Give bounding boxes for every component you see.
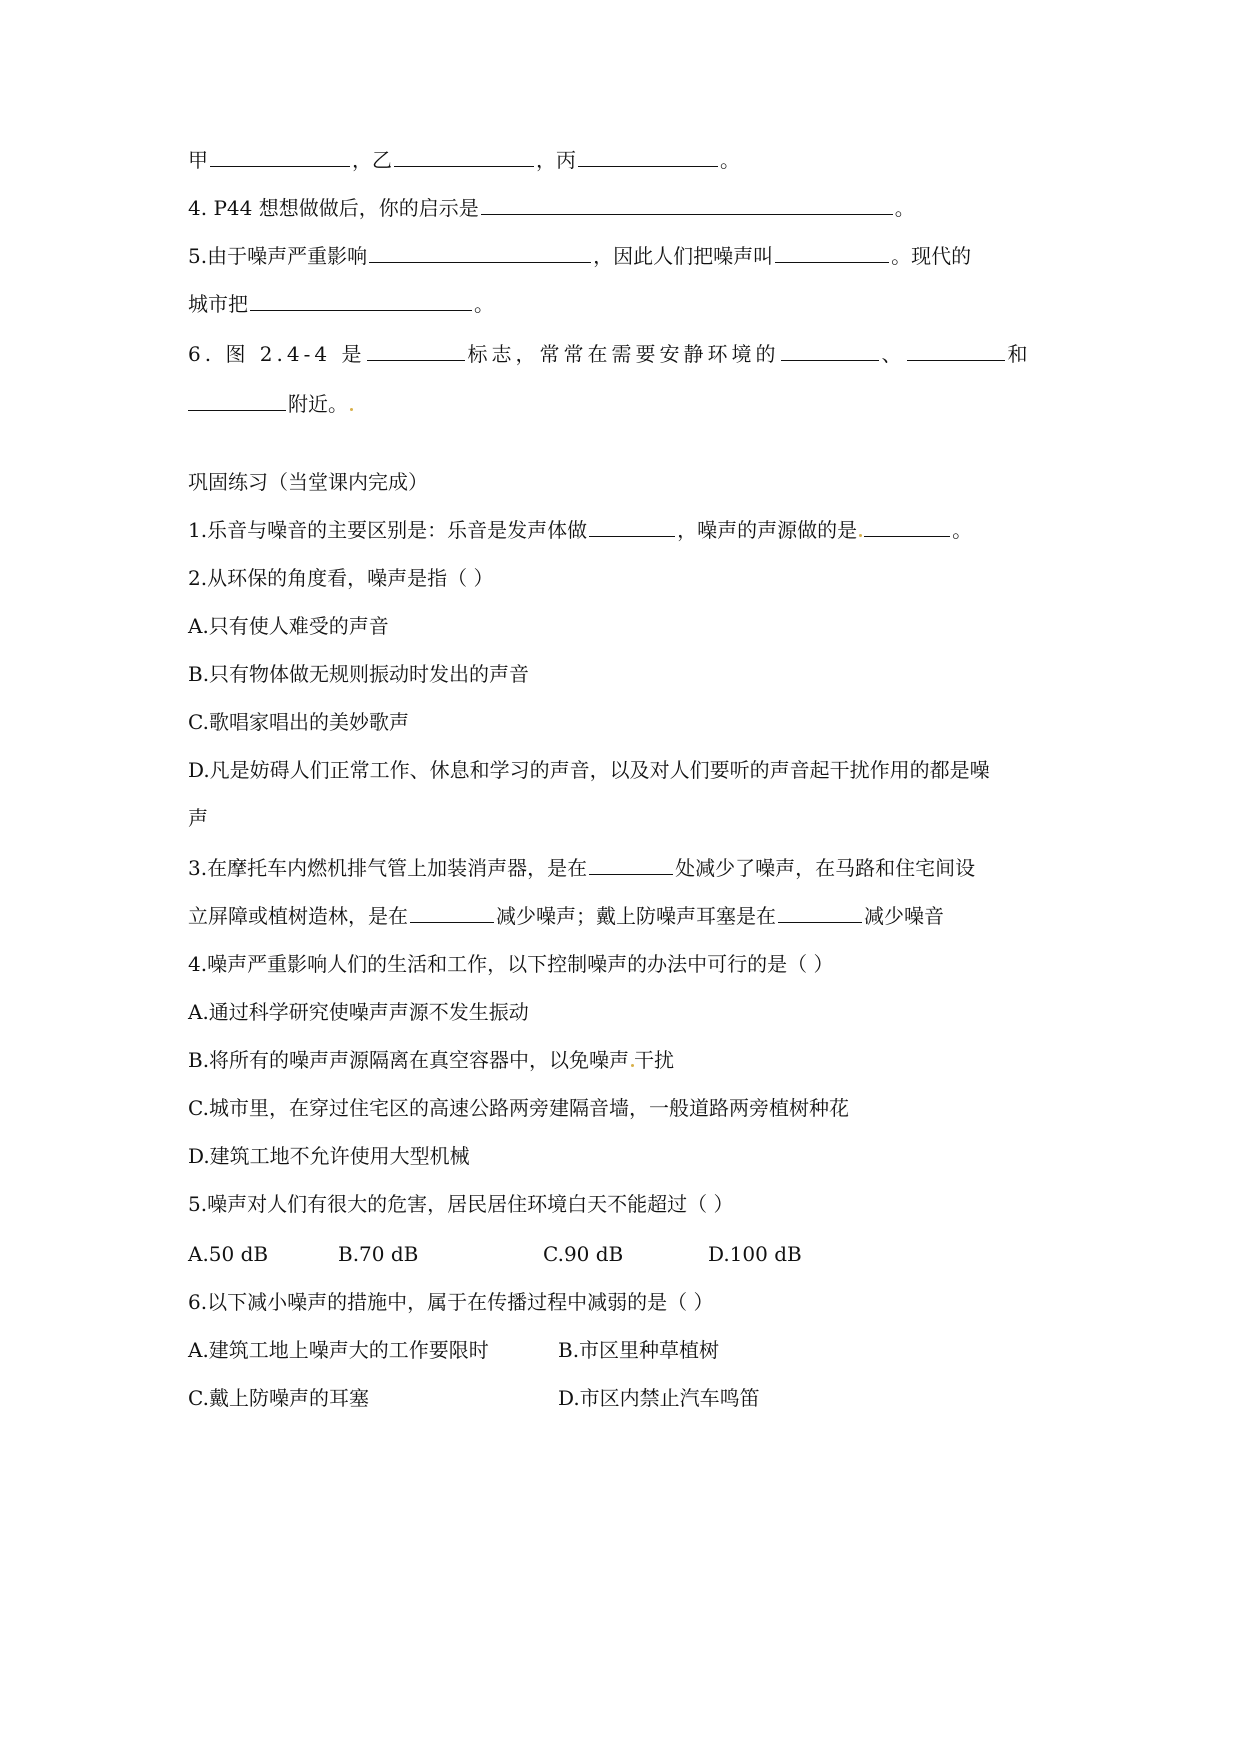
question-text: 4. P44 想想做做后，你的启示是: [188, 196, 479, 220]
exercise-6-options-row-1: [188, 1330, 719, 1370]
exercise-4-option-c: C.城市里，在穿过住宅区的高速公路两旁建隔音墙，一般道路两旁植树种花: [188, 1096, 849, 1120]
exercise-6-stem: [188, 1282, 713, 1322]
exercise-2-option-d-line-1: D.凡是妨碍人们正常工作、休息和学习的声音，以及对人们要听的声音起干扰作用的都是噪: [188, 758, 990, 782]
question-text: 标志，常常在需要安静环境的: [467, 342, 780, 366]
exercise-3-line-1: [188, 848, 975, 888]
answer-blank: [778, 896, 862, 923]
punctuation: 。: [894, 196, 915, 220]
question-text: 处减少了噪声，在马路和住宅间设: [675, 856, 976, 880]
exercise-4-option-a: A.通过科学研究使噪声声源不发生振动: [188, 1000, 529, 1024]
exercise-2-option-a: A.只有使人难受的声音: [188, 614, 389, 638]
option-c: C.戴上防噪声的耳塞: [188, 1386, 369, 1410]
answer-blank: [369, 236, 591, 263]
option-d: D.100 dB: [708, 1242, 802, 1266]
question-text: 1.乐音与噪音的主要区别是：乐音是发声体做: [188, 518, 588, 542]
label-jia: 甲: [188, 148, 208, 172]
answer-blank: [188, 384, 286, 411]
question-text: 减少噪声；戴上防噪声耳塞是在: [496, 904, 776, 928]
answer-blank: [367, 334, 465, 361]
option-a: A.建筑工地上噪声大的工作要限时: [188, 1338, 489, 1362]
exercise-5-options: [188, 1234, 802, 1274]
option-b: B.市区里种草植树: [558, 1338, 720, 1362]
question-5-line-1: [188, 236, 971, 276]
exercise-1: [188, 510, 972, 550]
question-text: 程中减弱的是（ ）: [547, 1290, 714, 1314]
exercise-2-stem: 2.从环保的角度看，噪声是指（ ）: [188, 566, 494, 590]
question-text: ，噪声的声源做的是: [677, 518, 858, 542]
question-text: 附近。: [288, 392, 348, 416]
exercise-6-options-row-2: [188, 1378, 760, 1418]
exercise-3-line-2: [188, 896, 944, 936]
label-yi: ，乙: [352, 148, 392, 172]
option-text: B.将所有的噪声声源隔离在真空容器中，以免噪声: [188, 1048, 630, 1072]
option-d: D.市区内禁止汽车鸣笛: [558, 1386, 760, 1410]
question-text: 3.在摩托车内燃机排气管上加装消声器，是在: [188, 856, 588, 880]
exercise-4-option-d: D.建筑工地不允许使用大型机械: [188, 1144, 470, 1168]
answer-blank: [589, 848, 673, 875]
answer-blank: [907, 334, 1005, 361]
section-title: 巩固练习（当堂课内完成）: [188, 470, 428, 494]
stray-mark: [859, 534, 862, 537]
exercise-4-option-b: [188, 1040, 674, 1080]
label-bing: ，丙: [536, 148, 576, 172]
answer-blank: [210, 140, 350, 167]
question-3-blanks: [188, 140, 740, 180]
question-6-line-1: [188, 334, 1031, 374]
exercise-4-stem: 4.噪声严重影响人们的生活和工作，以下控制噪声的办法中可行的是（ ）: [188, 952, 834, 976]
answer-blank: [781, 334, 879, 361]
punctuation: 、: [881, 342, 906, 366]
question-text: ，因此人们把噪声叫: [593, 244, 774, 268]
question-text: 。现代的: [891, 244, 972, 268]
question-text: 减少噪音: [864, 904, 944, 928]
exercise-2-option-b: B.只有物体做无规则振动时发出的声音: [188, 662, 530, 686]
answer-blank: [578, 140, 718, 167]
stray-mark: [350, 408, 353, 411]
exercise-2-option-d-line-2: 声: [188, 806, 208, 830]
answer-blank: [410, 896, 494, 923]
answer-blank: [250, 284, 472, 311]
question-4: [188, 188, 915, 228]
answer-blank: [481, 188, 893, 215]
option-text: 干扰: [634, 1048, 675, 1072]
punctuation: 。: [952, 518, 973, 542]
option-c: C.90 dB: [543, 1242, 624, 1266]
exercise-2-option-c: C.歌唱家唱出的美妙歌声: [188, 710, 409, 734]
answer-blank: [864, 510, 950, 537]
exercise-5-stem: 5.噪声对人们有很大的危害，居民居住环境白天不能超过（ ）: [188, 1192, 734, 1216]
answer-blank: [775, 236, 889, 263]
question-text: 和: [1007, 342, 1032, 366]
question-6-line-2: [188, 384, 353, 424]
question-text: 城市把: [188, 292, 248, 316]
question-text: 6. 图 2.4-4 是: [188, 342, 366, 366]
question-text: 5.由于噪声严重影响: [188, 244, 368, 268]
option-a: A.50 dB: [188, 1242, 269, 1266]
question-text: 立屏障或植树造林，是在: [188, 904, 408, 928]
answer-blank: [394, 140, 534, 167]
question-text: 6.以下减小噪声的措施中，属于在传播过: [188, 1290, 548, 1314]
punctuation: 。: [474, 292, 494, 316]
question-5-line-2: [188, 284, 494, 324]
option-b: B.70 dB: [338, 1242, 419, 1266]
punctuation: 。: [720, 148, 740, 172]
answer-blank: [589, 510, 675, 537]
